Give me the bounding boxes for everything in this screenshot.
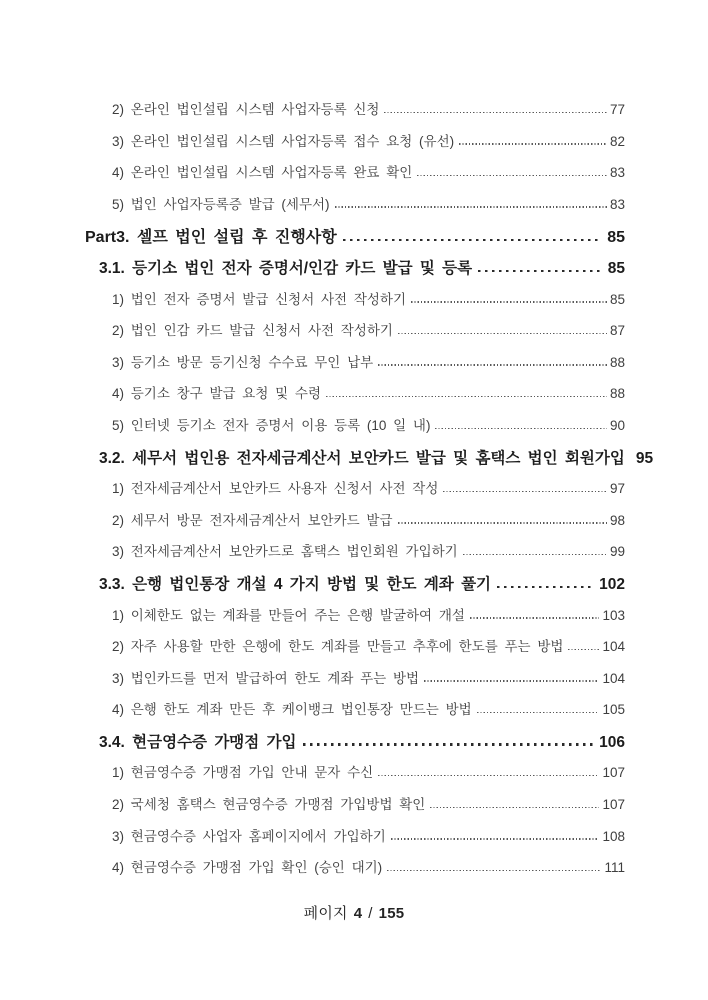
- toc-page-number: 90: [609, 417, 625, 433]
- footer-total-pages: 155: [378, 905, 405, 922]
- toc-entry-text: 4) 은행 한도 계좌 만든 후 케이뱅크 법인통장 만드는 방법: [112, 702, 472, 718]
- toc-page-number: 83: [609, 196, 625, 212]
- toc-entry: [85, 825, 625, 857]
- dot-leader: [497, 586, 594, 588]
- toc-entry-text: 3.3. 은행 법인통장 개설 4 가지 방법 및 한도 계좌 풀기: [99, 575, 492, 593]
- toc-section-heading: [85, 446, 654, 478]
- toc-entry-text: 2) 국세청 홈택스 현금영수증 가맹점 가입방법 확인: [112, 797, 426, 813]
- toc-page-number: 95: [635, 449, 654, 467]
- dot-leader: [424, 680, 599, 681]
- toc-page-number: 108: [602, 828, 625, 844]
- toc-page-number: 88: [609, 386, 625, 402]
- toc-entry: [85, 856, 625, 888]
- toc-page-number: 98: [609, 512, 625, 528]
- toc-entry: [85, 130, 625, 162]
- toc-page-number: 104: [602, 639, 625, 655]
- toc-entry: [85, 288, 625, 320]
- toc-entry-text: 2) 자주 사용할 만한 은행에 한도 계좌를 만들고 추후에 한도를 푸는 방법: [112, 639, 564, 655]
- toc-entry: [85, 382, 625, 414]
- dot-leader: [378, 364, 607, 365]
- toc-page-number: 85: [609, 291, 625, 307]
- dot-leader: [387, 870, 601, 871]
- toc-entry: [85, 761, 625, 793]
- toc-page-number: 88: [609, 354, 625, 370]
- toc-entry: [85, 540, 625, 572]
- toc-page-number: 83: [609, 165, 625, 181]
- toc-section-heading: [85, 256, 625, 288]
- toc-entry-text: 3) 온라인 법인설립 시스템 사업자등록 접수 요청 (유선): [112, 133, 455, 149]
- dot-leader: [568, 649, 599, 650]
- toc-page-number: 107: [602, 797, 625, 813]
- dot-leader: [343, 239, 602, 241]
- toc-page-number: 82: [609, 133, 625, 149]
- toc-page-number: 87: [609, 323, 625, 339]
- toc-page-number: 107: [602, 765, 625, 781]
- dot-leader: [398, 333, 607, 334]
- dot-leader: [477, 712, 600, 713]
- dot-leader: [398, 522, 607, 523]
- toc-page-number: 85: [607, 229, 625, 247]
- toc-entry-text: 3.2. 세무서 법인용 전자세금계산서 보안카드 발급 및 홈택스 법인 회원가입: [99, 449, 625, 467]
- toc-entry-text: 1) 이체한도 없는 계좌를 만들어 주는 은행 발굴하여 개설: [112, 607, 465, 623]
- toc-entry-text: 1) 전자세금계산서 보안카드 사용자 신청서 사전 작성: [112, 481, 439, 497]
- toc-entry-text: Part3. 셀프 법인 설립 후 진행사항: [85, 229, 337, 247]
- toc-section-heading: [85, 572, 625, 604]
- dot-leader: [478, 270, 603, 272]
- toc-page-number: 99: [609, 544, 625, 560]
- toc-entry-text: 4) 등기소 창구 발급 요청 및 수령: [112, 386, 321, 402]
- toc-page-number: 85: [607, 259, 625, 277]
- toc-page-number: 97: [609, 481, 625, 497]
- toc-entry-text: 3) 법인카드를 먼저 발급하여 한도 계좌 푸는 방법: [112, 670, 420, 686]
- table-of-contents: [85, 98, 654, 888]
- dot-leader: [326, 396, 607, 397]
- toc-entry: [85, 635, 625, 667]
- toc-entry-text: 2) 법인 인감 카드 발급 신청서 사전 작성하기: [112, 323, 393, 339]
- toc-entry: [85, 667, 625, 699]
- toc-entry-text: 3) 등기소 방문 등기신청 수수료 무인 납부: [112, 354, 374, 370]
- toc-entry: [85, 98, 625, 130]
- dot-leader: [335, 206, 607, 207]
- toc-entry-text: 2) 온라인 법인설립 시스템 사업자등록 신청: [112, 102, 380, 117]
- toc-entry-text: 1) 현금영수증 가맹점 가입 안내 문자 수신: [112, 765, 374, 781]
- toc-entry: [85, 414, 625, 446]
- dot-leader: [459, 143, 607, 144]
- toc-section-heading: [85, 730, 625, 762]
- toc-page-number: 106: [599, 733, 625, 751]
- dot-leader: [378, 775, 599, 776]
- footer-separator: /: [368, 905, 373, 922]
- toc-entry: [85, 161, 625, 193]
- toc-page-number: 104: [602, 670, 625, 686]
- dot-leader: [430, 807, 599, 808]
- toc-entry: [85, 604, 625, 636]
- toc-page-number: 103: [602, 607, 625, 623]
- toc-entry-text: 4) 온라인 법인설립 시스템 사업자등록 완료 확인: [112, 165, 413, 181]
- toc-entry-text: 3) 현금영수증 사업자 홈페이지에서 가입하기: [112, 828, 386, 844]
- toc-entry-text: 1) 법인 전자 증명서 발급 신청서 사전 작성하기: [112, 291, 406, 307]
- toc-entry-text: 4) 현금영수증 가맹점 가입 확인 (승인 대기): [112, 860, 383, 876]
- dot-leader: [443, 491, 607, 492]
- toc-entry-text: 2) 세무서 방문 전자세금계산서 보안카드 발급: [112, 512, 393, 528]
- toc-entry-text: 5) 법인 사업자등록증 발급 (세무서): [112, 196, 330, 212]
- toc-entry: [85, 351, 625, 383]
- toc-entry-text: 3) 전자세금계산서 보안카드로 홈택스 법인회원 가입하기: [112, 544, 458, 560]
- dot-leader: [411, 301, 607, 302]
- toc-entry: [85, 477, 625, 509]
- footer-current-page: 4: [353, 905, 363, 922]
- toc-part-heading: [85, 224, 625, 256]
- dot-leader: [303, 743, 595, 745]
- toc-page-number: 105: [602, 702, 625, 718]
- toc-entry: [85, 698, 625, 730]
- dot-leader: [384, 112, 607, 113]
- dot-leader: [417, 175, 607, 176]
- dot-leader: [470, 617, 600, 618]
- toc-page-number: 111: [604, 860, 625, 876]
- page-footer: [0, 902, 708, 923]
- toc-entry: [85, 319, 625, 351]
- toc-entry-text: 3.1. 등기소 법인 전자 증명서/인감 카드 발급 및 등록: [99, 259, 473, 277]
- toc-entry: [85, 509, 625, 541]
- dot-leader: [391, 838, 600, 839]
- toc-page-number: 77: [609, 102, 625, 117]
- toc-entry-text: 3.4. 현금영수증 가맹점 가입: [99, 733, 297, 751]
- dot-leader: [435, 428, 607, 429]
- footer-page-label: 페이지: [303, 905, 348, 922]
- toc-entry: [85, 193, 625, 225]
- toc-entry-text: 5) 인터넷 등기소 전자 증명서 이용 등록 (10 일 내): [112, 417, 431, 433]
- dot-leader: [463, 554, 607, 555]
- toc-page-number: 102: [599, 575, 625, 593]
- toc-entry: [85, 793, 625, 825]
